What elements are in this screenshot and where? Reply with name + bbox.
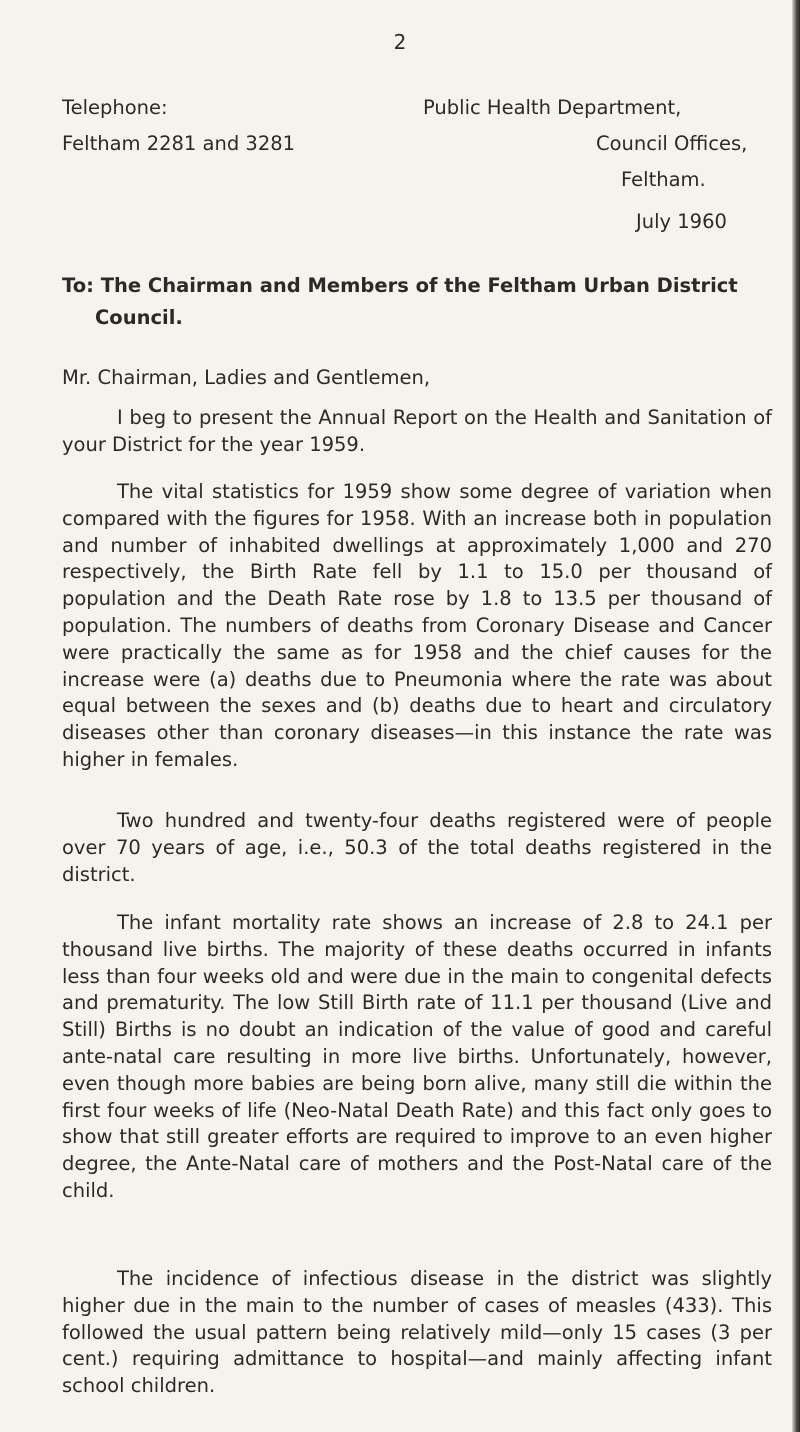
letter-date: July 1960 [636,210,727,233]
page-number: 2 [393,30,407,54]
addressee-line-2: Council. [95,306,183,329]
telephone-label: Telephone: [62,96,168,119]
office-name: Council Offices, [596,132,748,155]
paragraph-infant-mortality: The infant mortality rate shows an increase of 2.8 to 24.1 per thousand live births. The majority of these deaths occurred in infants less than four weeks old and were due in the main to congenital defects and prematurity. The low Still Birth rate of 11.1 per thousand (Live and Still) Births is no doubt an indication of the value of good and careful ante-natal care resulting in more live births. Unfortunately, however, even though more babies are being born alive, many still die within the first four weeks of life (Neo-Natal Death Rate) and this fact only goes to show that still greater efforts are required to improve to an even higher degree, the Ante-Natal care of mothers and the Post-Natal care of the child. [62,911,772,1202]
town-name: Feltham. [621,168,706,191]
addressee [62,270,772,334]
paragraph-elderly-deaths: Two hundred and twenty-four deaths registered were of people over 70 years of age, i.e., 50.3 of the total deaths registered in the district. [62,809,772,886]
page-binding-edge [792,0,800,1432]
paragraph-vital-statistics: The vital statistics for 1959 show some degree of variation when compared with the figures for 1958. With an increase both in population and number of inhabited dwellings at approximately 1,000 and 270 respectively, the Birth Rate fell by 1.1 to 15.0 per thousand of population and the Death Rate rose by 1.8 to 13.5 per thousand of population. The numbers of deaths from Coronary Disease and Cancer were practically the same as for 1958 and the chief causes for the increase were (a) deaths due to Pneumonia where the rate was about equal between the sexes and (b) deaths due to heart and circulatory diseases other than coronary diseases—in this instance the rate was higher in females. [62,480,772,771]
telephone-block [62,90,295,162]
department-name: Public Health Department, [423,96,682,119]
paragraph-infectious-disease: The incidence of infectious disease in the district was slightly higher due in the main to the number of cases of measles (433). This followed the usual pattern being relatively mild—only 15 cases (3 per cent.) requiring admittance to hospital—and mainly affecting infant school children. [62,1267,772,1398]
telephone-numbers: Feltham 2281 and 3281 [62,132,296,155]
addressee-line-1: To: The Chairman and Members of the Feltham Urban District [62,274,738,297]
salutation: Mr. Chairman, Ladies and Gentlemen, [62,366,431,389]
paragraph-introduction: I beg to present the Annual Report on the Health and Sanitation of your District for the year 1959. [62,406,772,456]
